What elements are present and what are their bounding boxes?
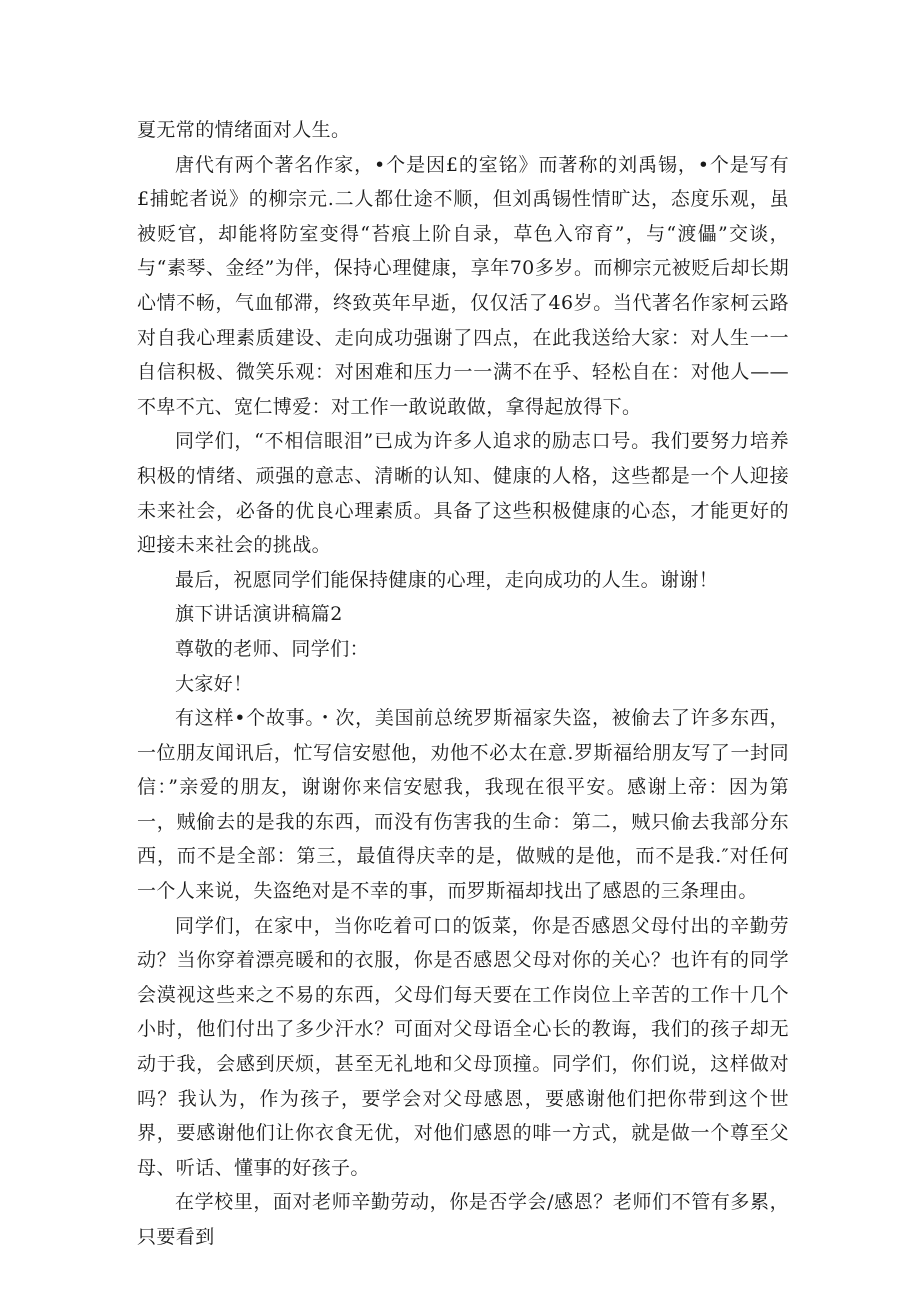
salutation: 尊敬的老师、同学们： xyxy=(175,637,370,660)
section-title: 旗下讲话演讲稿篇2 xyxy=(175,603,343,626)
document-body xyxy=(137,113,789,1255)
paragraph-continuation: 夏无常的情绪面对人生。 xyxy=(137,119,351,141)
paragraph: 同学们，在家中，当你吃着可口的饭菜，你是否感恩父母付出的辛勤劳动？当你穿着漂亮暖和的衣服，你是否感恩父母对你的关心？也许有的同学会漠视这些来之不易的东西，父母们每天要在工作岗位上辛苦的工作十几个小时，他们付出了多少汗水？可面对父母语全心长的教诲，我们的孩子却无动于我，会感到厌烦，甚至无礼地和父母顶撞。同学们，你们说，这样做对吗？我认为，作为孩子，要学会对父母感恩，要感谢他们把你带到这个世界，要感谢他们让你衣食无优，对他们感恩的啡一方式，就是做一个尊至父母、听话、懂事的好孩子。 xyxy=(137,914,789,1179)
paragraph: 有这样•个故事。・次，美国前总统罗斯福家失盗，被偷去了许多东西，一位朋友闻讯后，忙写信安慰他，劝他不必太在意.罗斯福给朋友写了一封同信：”亲爱的朋友，谢谢你来信安慰我，我现在很平安。感谢上帝：因为第一，贼偷去的是我的东西，而没有伤害我的生命：第二，贼只偷去我部分东西，而不是全部：第三，最值得庆幸的是，做贼的是他，而不是我.″对任何一个人来说，失盗绝对是不幸的事，而罗斯福却找出了感恩的三条理由。 xyxy=(137,707,789,903)
paragraph: 唐代有两个著名作家，•个是因£的室铭》而著称的刘禹锡，•个是写有£捕蛇者说》的柳宗元.二人都仕途不顺，但刘禹锡性情旷达，态度乐观，虽被贬官，却能将防室变得“苔痕上阶自录，草色入帘育”，与“渡儡”交谈，与“素琴、金经”为伴，保持心理健康，享年70多岁。而柳宗元被贬后却长期心情不畅，气血郁滞，终致英年早逝，仅仅活了46岁。当代著名作家柯云路对自我心理素质建设、走向成功强谢了四点，在此我送给大家：对人生一一自信积极、微笑乐观：对困难和压力一一满不在乎、轻松自在：对他人——不卑不亢、宽仁博爱：对工作一敢说敢做，拿得起放得下。 xyxy=(137,153,789,418)
paragraph: 同学们，“不相信眼泪”已成为许多人追求的励志口号。我们要努力培养积极的情绪、顽强的意志、清晰的认知、健康的人格，这些都是一个人迎接未来社会，必备的优良心理素质。具备了这些积极健康的心态，才能更好的迎接未来社会的挑战。 xyxy=(137,430,789,557)
greeting: 大家好！ xyxy=(175,672,253,695)
paragraph: 在学校里，面对老师辛勤劳动，你是否学会/感恩？老师们不管有多累，只要看到 xyxy=(137,1191,789,1248)
paragraph-closing: 最后，祝愿同学们能保持健康的心理，走向成功的人生。谢谢！ xyxy=(175,568,719,591)
